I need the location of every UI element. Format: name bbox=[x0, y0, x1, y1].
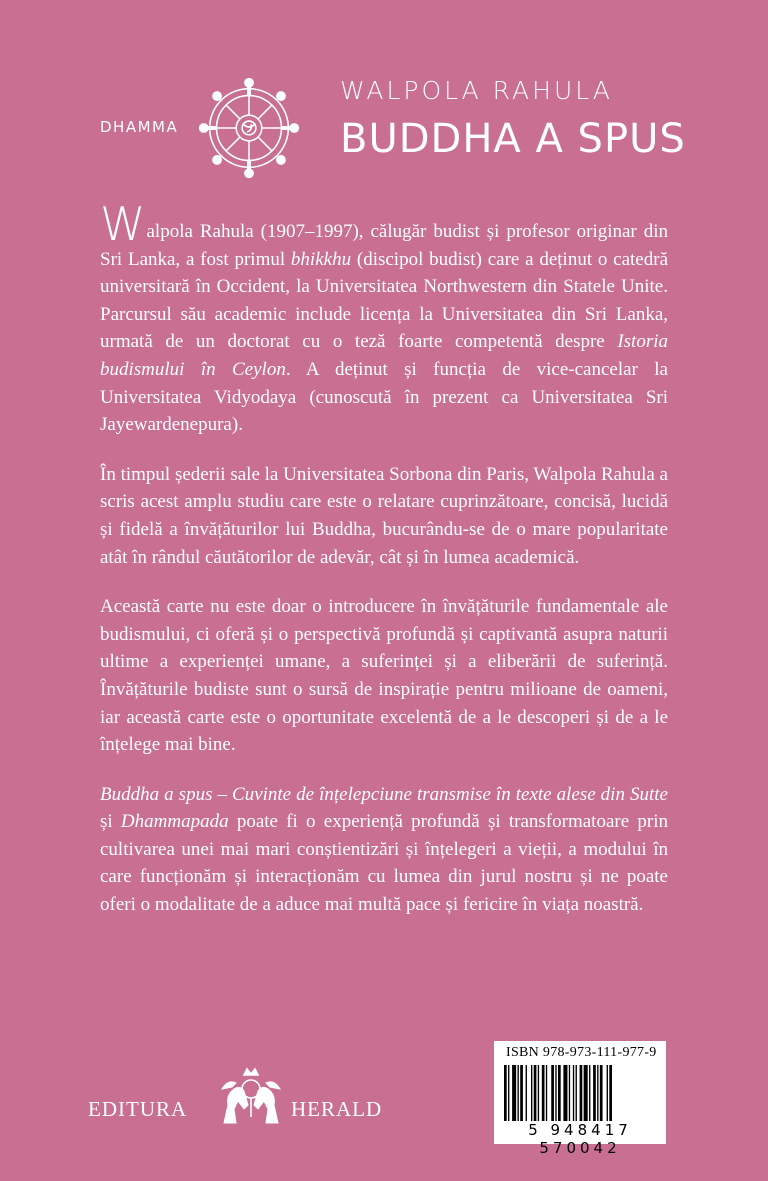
barcode-label bbox=[494, 1041, 666, 1157]
barcode-digits: 5 948417 570042 bbox=[528, 1121, 632, 1157]
blurb-paragraph-3: Această carte nu este doar o introducere în învățăturile fundamentale ale budismului, ci oferă și o perspectivă profundă și captivantă asupra naturii ultime a experienței umane, a suferinței și a eliberării de suferință. Învățăturile budiste sunt o sursă de inspirație pentru milioane de oameni, iar această carte este o oportunitate excelentă de a le descoperi și de a le înțelege mai bine. bbox=[100, 596, 668, 756]
blurb-italic: Dhammapada bbox=[120, 811, 229, 833]
blurb-text: poate fi o experiență profundă și transformatoare prin cultivarea unei mai mari conștientizări și înțelegeri a vieții, a modului în care funcționăm și interacționăm cu lumea din jurul nostru și ne poate oferi o modalitate de a aduce mai multă pace și fericire în viața noastră. bbox=[100, 811, 668, 916]
blurb-text: (discipol budist) care a deținut o catedră universitară în Occident, la Universitatea Northwestern din Statele Unite. Parcursul său academic include licența la Universitatea din Sri Lanka, urmată de un doctorat cu o teză foarte competentă despre bbox=[100, 248, 669, 353]
publisher-name-right: HERALD bbox=[291, 1097, 383, 1121]
blurb-paragraph-2: În timpul șederii sale la Universitatea Sorbona din Paris, Walpola Rahula a scris acest amplu studiu care este o relatare cuprinzătoare, concisă, lucidă și fidelă a învățăturilor lui Buddha, bucurându-se de o mare popularitate atât în rândul căutătorilor de adevăr, cât și în lumea academică. bbox=[100, 463, 668, 568]
dharma-wheel-icon bbox=[190, 69, 308, 187]
blurb-paragraph-1 bbox=[100, 197, 669, 439]
author-name: WALPOLA RAHULA bbox=[340, 76, 613, 105]
book-title: BUDDHA A SPUS bbox=[340, 116, 686, 162]
series-label: DHAMMA bbox=[100, 118, 179, 136]
publisher-imprint bbox=[88, 1065, 388, 1135]
blurb bbox=[100, 197, 669, 941]
blurb-text: și bbox=[100, 811, 121, 833]
blurb-italic: Buddha a spus – Cuvinte de înțelepciune transmise în texte alese din Sutte bbox=[100, 783, 668, 805]
blurb-italic: Istoria budismului în Ceylon bbox=[100, 331, 668, 380]
blurb-text: . A deținut și funcția de vice-cancelar la Universitatea Vidyodaya (cunoscută în prezent ca Universitatea Sri Jayewardenepura). bbox=[100, 358, 668, 436]
barcode-icon bbox=[502, 1065, 658, 1125]
blurb-paragraph-4 bbox=[100, 781, 668, 919]
publisher-name-left: EDITURA bbox=[88, 1097, 188, 1121]
blurb-text: alpola Rahula (1907–1997), călugăr budist și profesor originar din Sri Lanka, a fost primul bbox=[100, 221, 668, 270]
drop-cap: W bbox=[100, 197, 146, 251]
blurb-italic: bhikkhu bbox=[290, 248, 352, 270]
herald-logo-icon bbox=[214, 1065, 288, 1129]
isbn-number: ISBN 978-973-111-977-9 bbox=[506, 1045, 657, 1060]
